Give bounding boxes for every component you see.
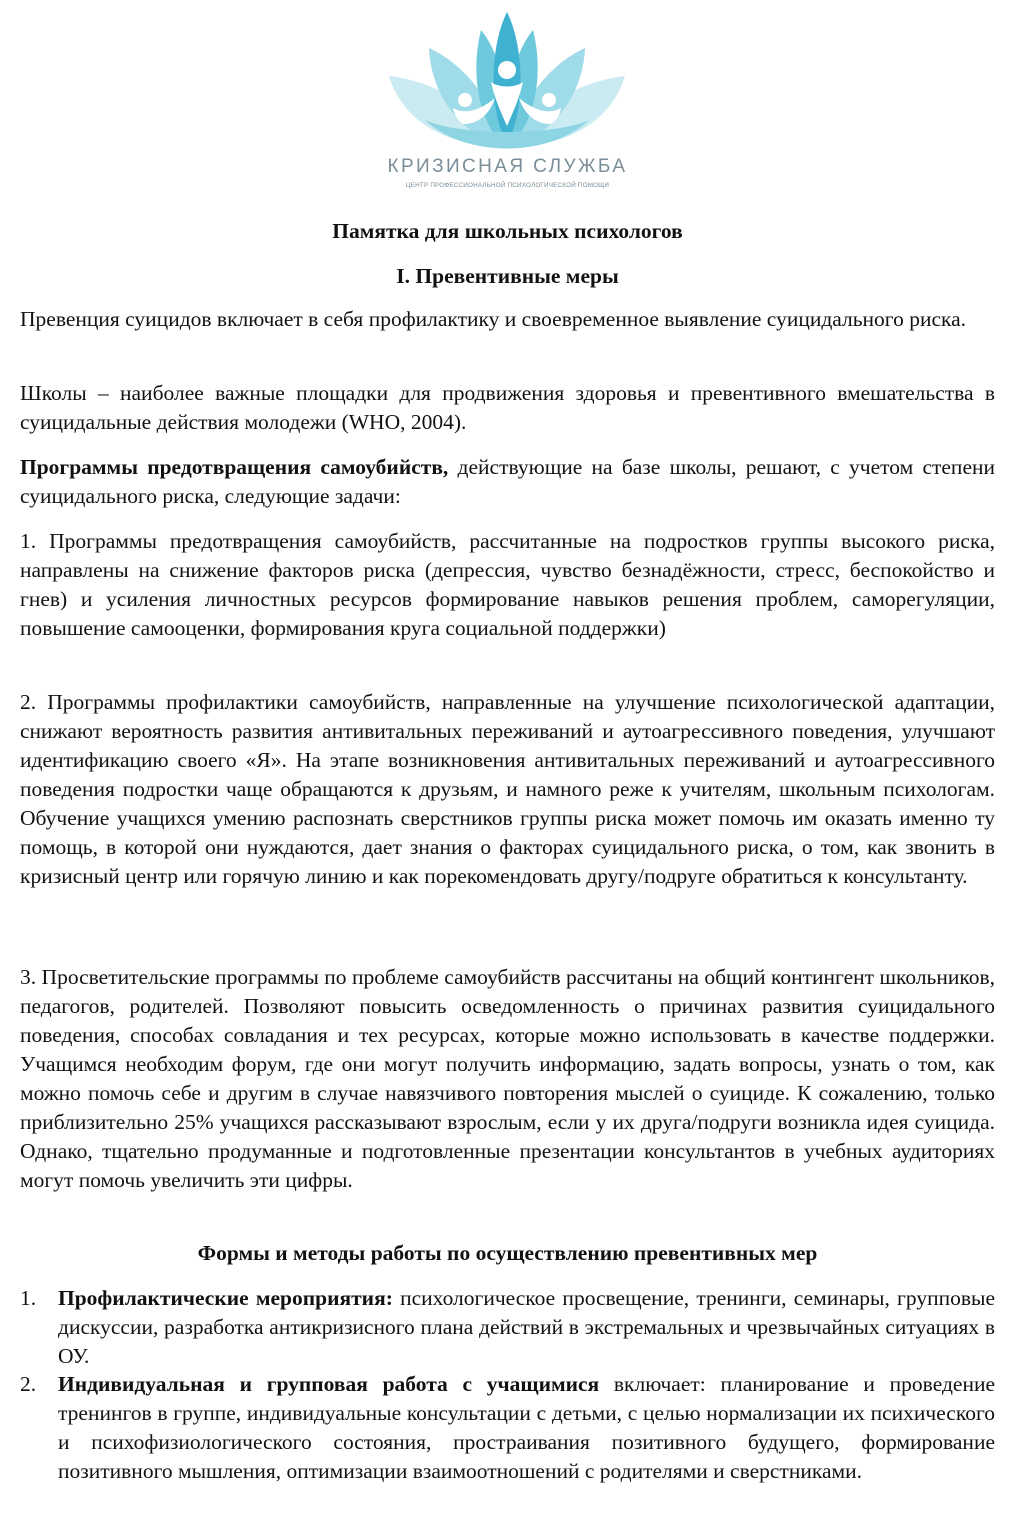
bold-phrase: Профилактические мероприятия: xyxy=(58,1286,393,1310)
paragraph-task-3: 3. Просветительские программы по проблеме самоубийств рассчитаны на общий контингент школьников, педагогов, родителей. Позволяют повысить осведомленность о причинах развития суицидального поведения, способах совладания и тех ресурсах, которые можно использовать в качестве поддержки. Учащимся необходим форум, где они могут получить информацию, задать вопросы, узнать о том, как можно помочь себе и другим в случае навязчивого повторения мыслей о суициде. К сожалению, только приблизительно 25% учащихся рассказывают взрослым, если у их друга/подруги возникла идея суицида. Однако, тщательно продуманные и подготовленные презентации консультантов в учебных аудиториях могут помочь увеличить эти цифры. xyxy=(20,965,995,1192)
paragraph-prevention: Превенция суицидов включает в себя профилактику и своевременное выявление суицидального риска. xyxy=(20,307,967,331)
crisis-service-logo xyxy=(385,8,630,190)
paragraph-task-2: 2. Программы профилактики самоубийств, направленные на улучшение психологической адаптации, снижают вероятность развития антивитальных переживаний и аутоагрессивного поведения, улучшают идентификацию своего «Я». На этапе возникновения антивитальных переживаний и аутоагрессивного поведения подростки чаще обращаются к друзьям, и намного реже к учителям, школьным психологам. Обучение учащихся умению распознать сверстников группы риска может помочь им оказать именно ту помощь, в которой они нуждаются, дает знания о факторах суицидального риска, о том, как звонить в кризисный центр или горячую линию и как порекомендовать другу/подруге обратиться к консультанту. xyxy=(20,690,995,888)
document-title: Памятка для школьных психологов xyxy=(332,219,683,243)
logo-title: КРИЗИСНАЯ СЛУЖБА xyxy=(387,156,628,177)
section-heading-forms-methods: Формы и методы работы по осуществлению превентивных мер xyxy=(197,1241,818,1265)
paragraph-task-1: 1. Программы предотвращения самоубийств, рассчитанные на подростков группы высокого риска, направлены на снижение факторов риска (депрессия, чувство безнадёжности, стресс, беспокойство и гнев) и усиления личностных ресурсов формирование навыков решения проблем, саморегуляции, повышение самооценки, формирования круга социальной поддержки) xyxy=(20,529,995,640)
list-number: 1. xyxy=(20,1286,37,1310)
lotus-emblem-icon xyxy=(385,8,630,158)
list-item: 2. Индивидуальная и групповая работа с учащимися включает: планирование и проведение тренингов в группе, индивидуальные консультации с детьми, с целью нормализации их психического и психофизиологического состояния, простраивания позитивного будущего, формирование позитивного мышления, оптимизации взаимоотношений с родителями и сверстниками. xyxy=(20,1372,995,1483)
bold-phrase: Программы предотвращения самоубийств, xyxy=(20,455,449,479)
list-number: 2. xyxy=(20,1372,37,1396)
paragraph-schools: Школы – наиболее важные площадки для продвижения здоровья и превентивного вмешательства в суицидальные действия молодежи (WHO, 2004). xyxy=(20,381,995,434)
paragraph-programs-intro: Программы предотвращения самоубийств, действующие на базе школы, решают, с учетом степени суицидального риска, следующие задачи: xyxy=(20,455,995,508)
list-item: 1. Профилактические мероприятия: психологическое просвещение, тренинги, семинары, групповые дискуссии, разработка антикризисного плана действий в экстремальных и чрезвычайных ситуациях в ОУ. xyxy=(20,1286,995,1368)
bold-phrase: Индивидуальная и групповая работа с учащимися xyxy=(58,1372,600,1396)
section-heading-preventive-measures: I. Превентивные меры xyxy=(396,264,619,288)
logo-subtitle: ЦЕНТР ПРОФЕССИОНАЛЬНОЙ ПСИХОЛОГИЧЕСКОЙ ПОМОЩИ xyxy=(405,182,610,189)
